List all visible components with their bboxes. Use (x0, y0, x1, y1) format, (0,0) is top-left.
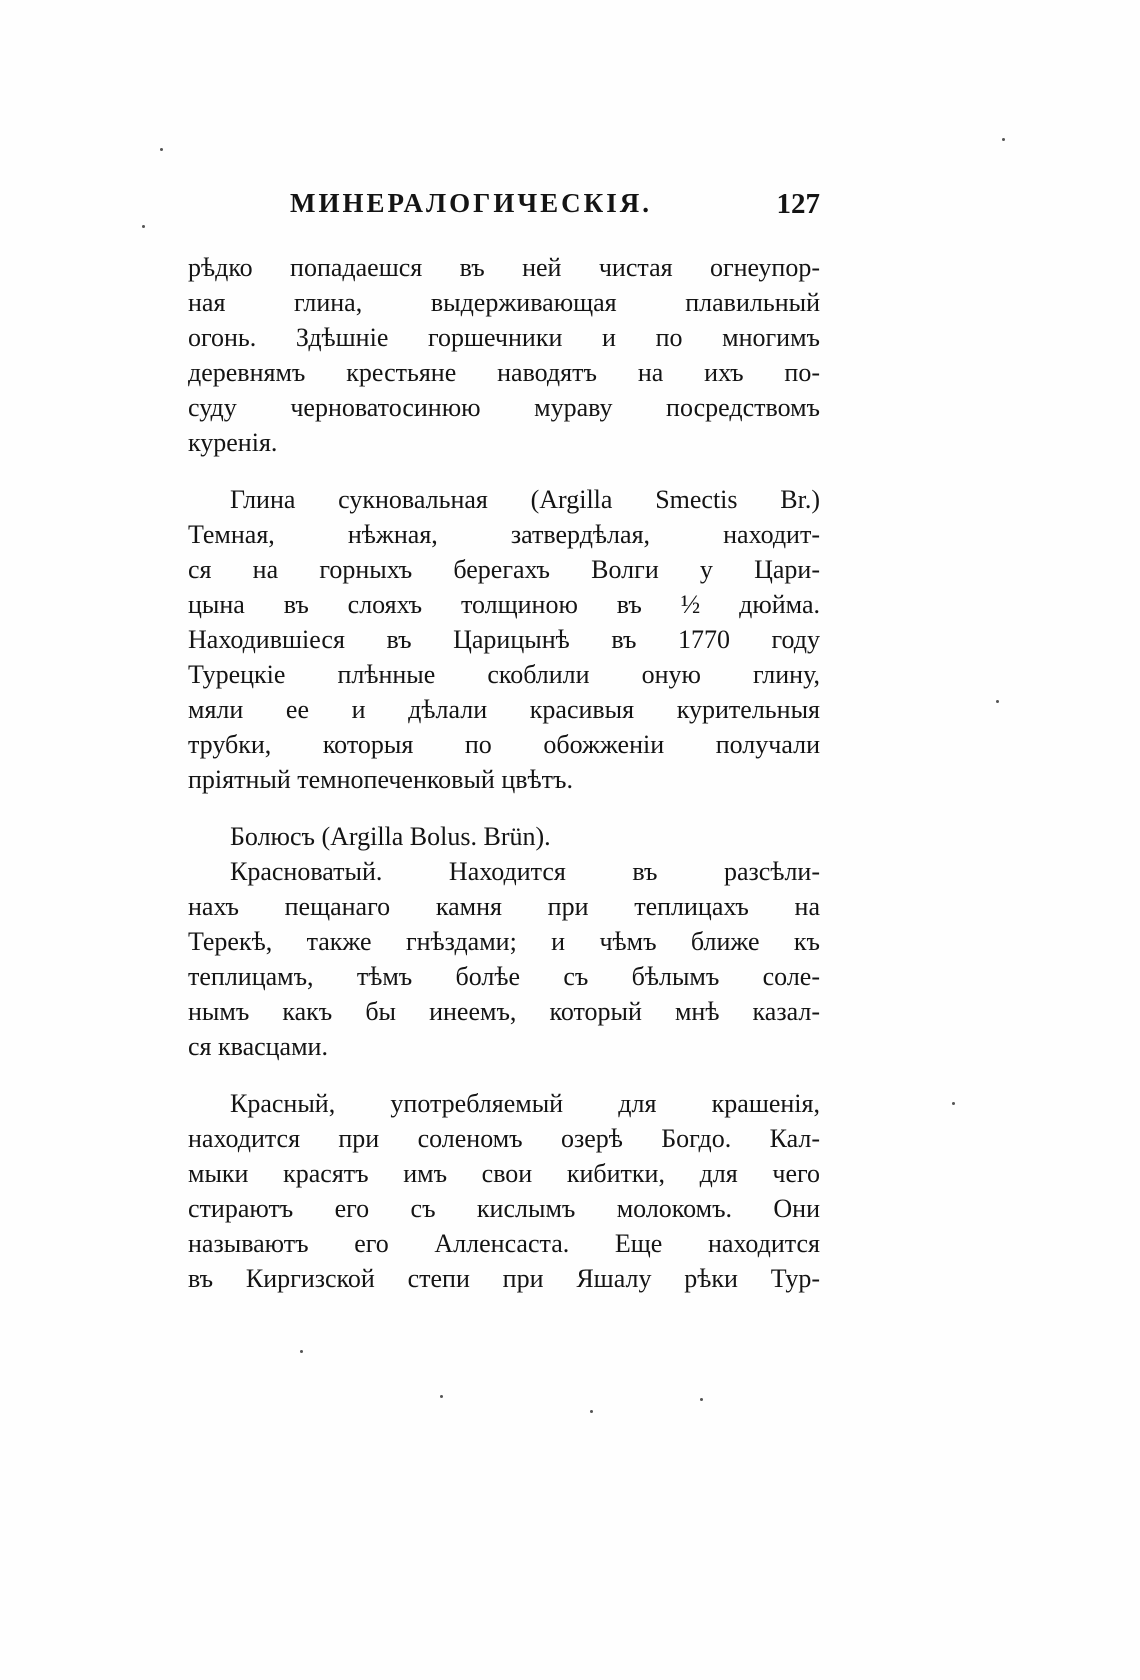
text-line: мыки красятъ имъ свои кибитки, для чего (188, 1159, 820, 1188)
scan-speck (590, 1410, 593, 1413)
text-line: Красноватый. Находится въ разсѣли- (230, 857, 820, 886)
scan-speck (996, 700, 999, 703)
text-line: Находившіеся въ Царицынѣ въ 1770 году (188, 625, 820, 654)
scan-speck (700, 1398, 703, 1401)
text-line: цына въ слояхъ толщиною въ ½ дюйма. (188, 590, 820, 619)
text-line: нымъ какъ бы инеемъ, который мнѣ казал- (188, 997, 820, 1026)
paragraph (188, 482, 820, 797)
text-line: трубки, которыя по обожженіи получали (188, 730, 820, 759)
scan-speck (1002, 138, 1005, 141)
text-line: пріятный темнопеченковый цвѣтъ. (188, 765, 573, 794)
text-line: мяли ее и дѣлали красивыя курительныя (188, 695, 820, 724)
scan-speck (142, 225, 145, 228)
text-line: Терекѣ, также гнѣздами; и чѣмъ ближе къ (188, 927, 820, 956)
scan-speck (300, 1350, 303, 1353)
scan-speck (440, 1395, 443, 1398)
text-line: нахъ пещанаго камня при теплицахъ на (188, 892, 820, 921)
paragraph (188, 819, 820, 1064)
text-line: Турецкіе плѣнные скоблили оную глину, (188, 660, 820, 689)
text-line: ся на горныхъ берегахъ Волги у Цари- (188, 555, 820, 584)
paragraph (188, 250, 820, 460)
text-line: суду черноватосинюю мураву посредствомъ (188, 393, 820, 422)
text-line: огонь. Здѣшніе горшечники и по многимъ (188, 323, 820, 352)
text-line: ная глина, выдерживающая плавильный (188, 288, 820, 317)
scan-speck (952, 1102, 955, 1105)
text-line: Глина сукновальная (Argilla Smectis Br.) (230, 485, 820, 514)
text-line: въ Киргизской степи при Яшалу рѣки Тур- (188, 1264, 820, 1293)
running-head: МИНЕРАЛОГИЧЕСКІЯ. (290, 188, 652, 218)
paragraph (188, 1086, 820, 1296)
text-line: Красный, употребляемый для крашенія, (230, 1089, 820, 1118)
page-header (290, 188, 820, 232)
text-line: Темная, нѣжная, затвердѣлая, находит- (188, 520, 820, 549)
text-line: называютъ его Алленсаста. Еще находится (188, 1229, 820, 1258)
text-line: теплицамъ, тѣмъ болѣе съ бѣлымъ соле- (188, 962, 820, 991)
scan-speck (160, 148, 163, 151)
body-text (188, 250, 820, 1296)
text-line: куренія. (188, 428, 278, 457)
text-line: деревнямъ крестьяне наводятъ на ихъ по- (188, 358, 820, 387)
page-number: 127 (776, 188, 820, 220)
text-line: рѣдко попадаешся въ ней чистая огнеупор- (188, 253, 820, 282)
text-line: ся квасцами. (188, 1032, 328, 1061)
text-line: Болюсъ (Argilla Bolus. Brün). (230, 822, 551, 851)
text-line: стираютъ его съ кислымъ молокомъ. Они (188, 1194, 820, 1223)
text-line: находится при соленомъ озерѣ Богдо. Кал- (188, 1124, 820, 1153)
